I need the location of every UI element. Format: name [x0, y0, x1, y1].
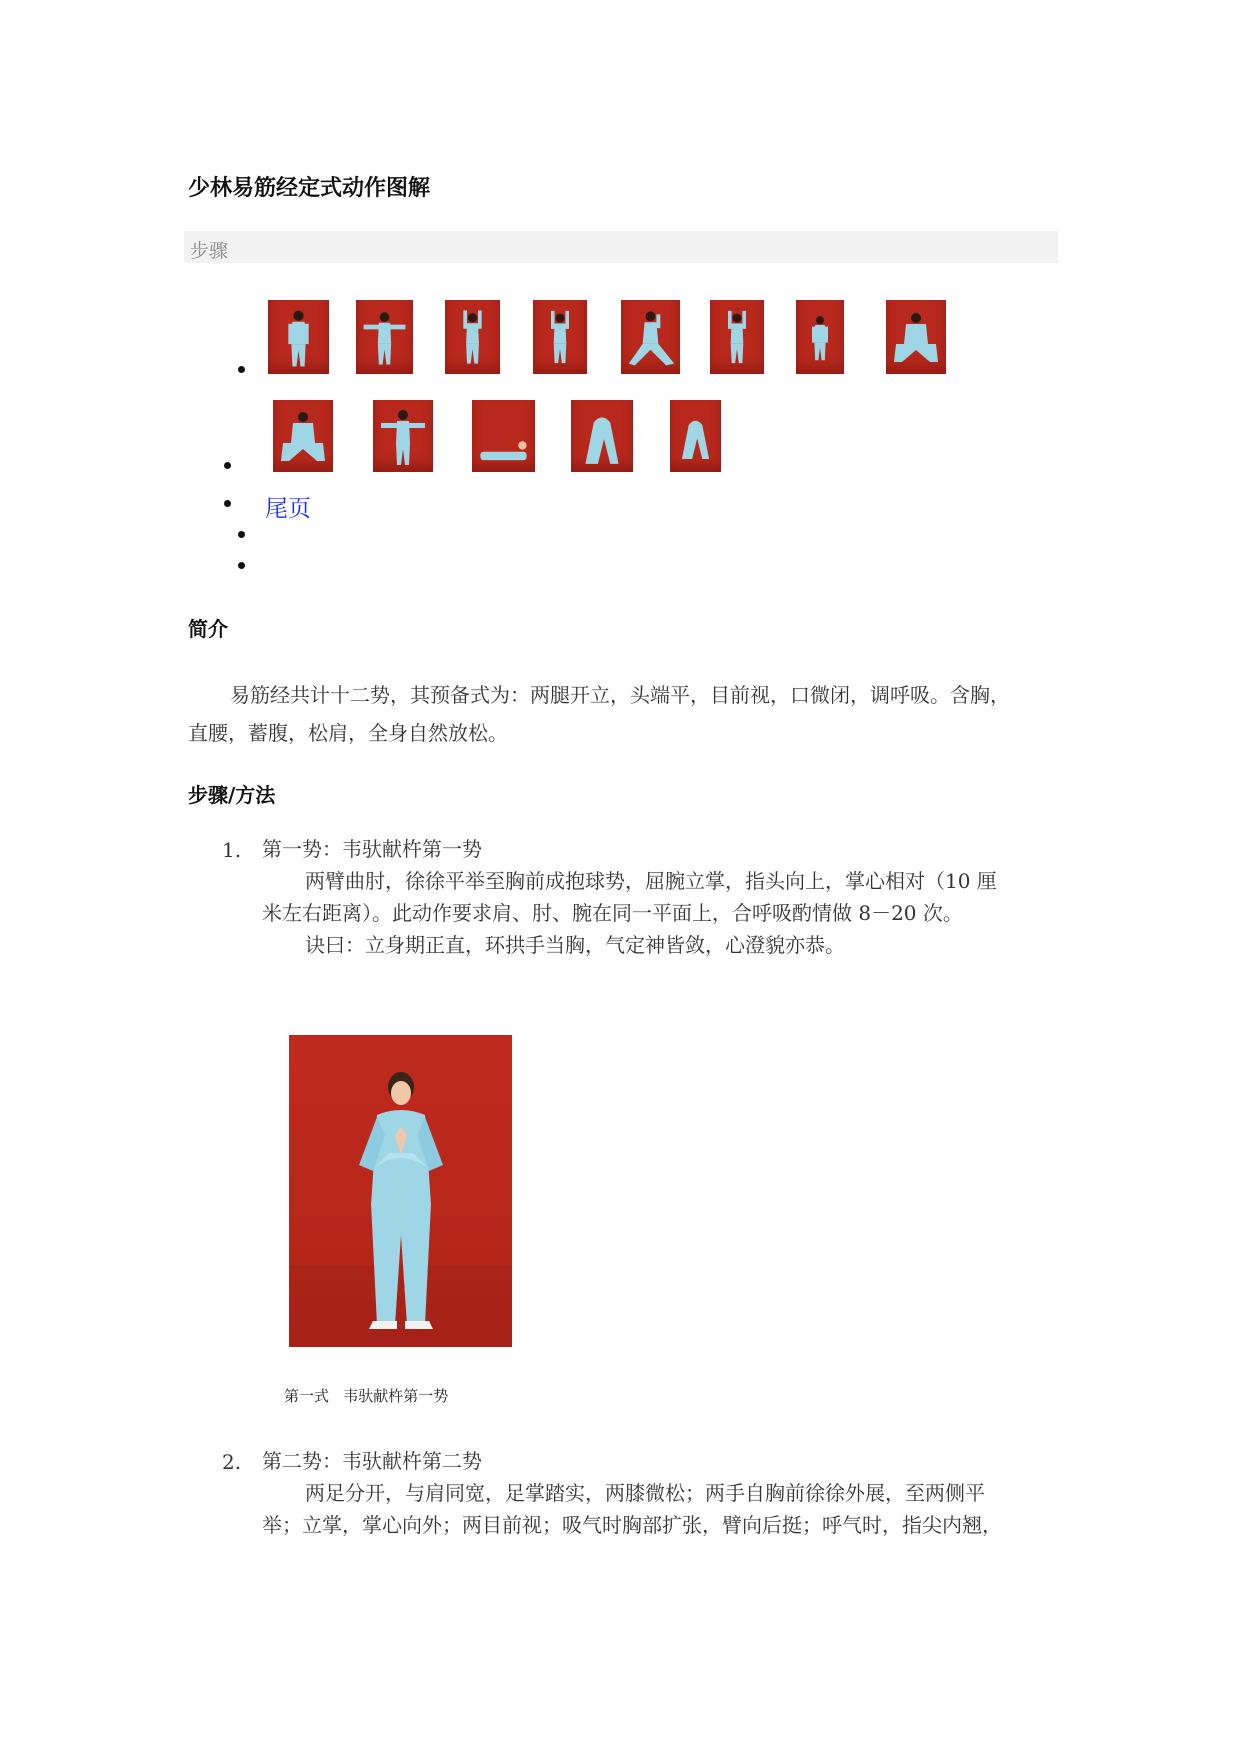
step-thumbnail[interactable] — [796, 300, 844, 374]
step-title: 第二势：韦驮献杵第二势 — [262, 1449, 482, 1473]
steps-bar — [184, 231, 1058, 263]
step-thumbnail[interactable] — [533, 300, 587, 374]
step-thumbnail[interactable] — [472, 400, 535, 472]
step-thumbnail[interactable] — [710, 300, 764, 374]
list-bullet — [224, 500, 231, 507]
intro-text-line: 直腰，蓄腹，松肩，全身自然放松。 — [188, 721, 508, 745]
list-bullet — [238, 562, 245, 569]
step-text-line: 诀曰：立身期正直，环拱手当胸，气定神皆敛，心澄貌亦恭。 — [305, 933, 845, 957]
list-bullet — [238, 366, 245, 373]
step-thumbnail[interactable] — [571, 400, 633, 472]
step-number: 2. — [222, 1450, 242, 1474]
figure-photo — [289, 1035, 512, 1347]
steps-bar-label: 步骤 — [190, 240, 229, 262]
step-number: 1. — [222, 838, 242, 862]
step-text-line: 举；立掌，掌心向外；两目前视；吸气时胸部扩张，臂向后挺；呼气时，指尖内翘， — [262, 1513, 1002, 1537]
step-thumbnail[interactable] — [621, 300, 680, 374]
figure-illustration — [289, 1035, 512, 1347]
step-thumbnail[interactable] — [268, 300, 329, 374]
step-thumbnail[interactable] — [670, 400, 721, 472]
step-thumbnail[interactable] — [373, 400, 433, 472]
method-heading: 步骤/方法 — [188, 783, 276, 807]
step-text-line: 两臂曲肘，徐徐平举至胸前成抱球势，屈腕立掌，指头向上，掌心相对（10 厘 — [305, 869, 997, 893]
step-thumbnail[interactable] — [356, 300, 413, 374]
step-thumbnail[interactable] — [273, 400, 333, 472]
figure-caption: 第一式 韦驮献杵第一势 — [284, 1387, 449, 1405]
step-thumbnail[interactable] — [886, 300, 946, 374]
intro-heading: 简介 — [188, 617, 228, 641]
intro-text-line: 易筋经共计十二势，其预备式为：两腿开立，头端平，目前视，口微闭，调呼吸。含胸， — [230, 683, 1010, 707]
last-page-link[interactable]: 尾页 — [265, 496, 311, 522]
step-text-line: 米左右距离）。此动作要求肩、肘、腕在同一平面上，合呼吸酌情做 8－20 次。 — [262, 901, 963, 925]
list-bullet — [238, 531, 245, 538]
step-thumbnail[interactable] — [445, 300, 500, 374]
step-text-line: 两足分开，与肩同宽，足掌踏实，两膝微松；两手自胸前徐徐外展，至两侧平 — [305, 1481, 985, 1505]
page-title: 少林易筋经定式动作图解 — [188, 176, 431, 201]
list-bullet — [224, 462, 231, 469]
step-title: 第一势：韦驮献杵第一势 — [262, 837, 482, 861]
